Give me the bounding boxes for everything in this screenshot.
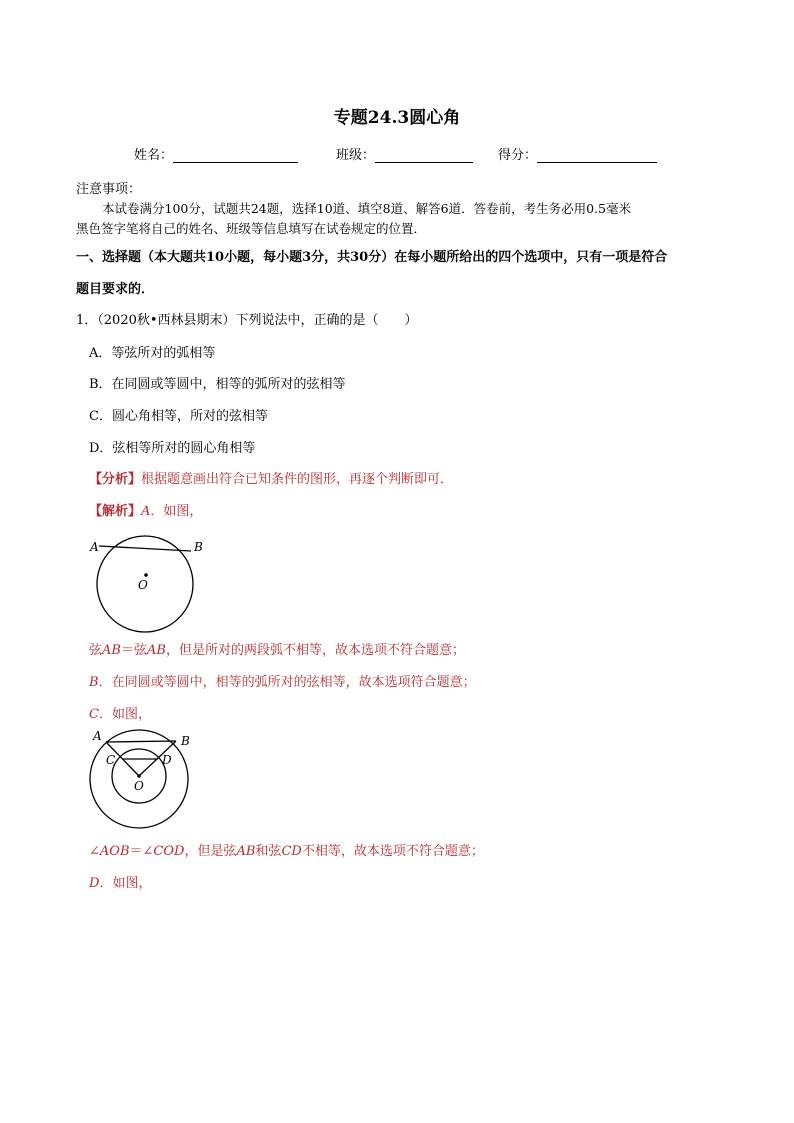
- solution-b-line: [89, 671, 476, 690]
- label-o: O: [134, 779, 144, 793]
- sc-part-3: ，但是弦: [184, 844, 237, 859]
- label-a: A: [93, 729, 102, 743]
- solution-c-text: ．如图，: [98, 707, 151, 722]
- solution-tag: 【解析】: [89, 504, 142, 519]
- solution-b-text: ．在同圆或等圆中，相等的弧所对的弦相等，故本选项符合题意；: [98, 675, 476, 690]
- notice-heading: 注意事项：: [76, 182, 142, 197]
- score-blank[interactable]: [537, 150, 657, 163]
- chord-ab: [106, 741, 176, 742]
- label-a: A: [90, 540, 99, 554]
- class-field: [336, 144, 473, 163]
- label-d: D: [162, 753, 172, 767]
- sa-part-3: ，但是所对的两段弧不相等，故本选项不符合题意；: [165, 643, 465, 658]
- sa-ab-2: AB: [146, 643, 166, 658]
- solution-d-line: [89, 872, 151, 891]
- center-point: [137, 774, 141, 778]
- analysis-text: 根据题意画出符合已知条件的图形，再逐个判断即可．: [141, 472, 454, 487]
- sc-part-1: ∠: [89, 844, 100, 859]
- option-b: B．在同圆或等圆中，相等的弧所对的弦相等: [89, 377, 346, 392]
- sc-cd: CD: [281, 844, 302, 859]
- figure-1-circle-chord: [80, 533, 210, 633]
- figure-2-concentric-circles: [80, 726, 200, 831]
- notice-line-1: 本试卷满分100分，试题共24题，选择10道、填空8道、解答6道．答卷前，考生务必用0.5毫米: [102, 201, 631, 216]
- notice-line-2: 黑色签字笔将自己的姓名、班级等信息填写在试卷规定的位置．: [76, 221, 427, 236]
- sc-part-2: ＝∠: [129, 844, 154, 859]
- solution-a-text: ．如图，: [150, 504, 203, 519]
- solution-a-conclusion: [89, 639, 465, 658]
- sc-part-5: 不相等，故本选项不符合题意；: [301, 844, 484, 859]
- center-point: [144, 573, 148, 577]
- label-o: O: [138, 578, 148, 592]
- class-label: 班级：: [336, 148, 376, 163]
- solution-a-prefix: A: [141, 504, 151, 519]
- label-b: B: [194, 540, 203, 554]
- option-a: A．等弦所对的弧相等: [89, 346, 216, 361]
- label-c: C: [106, 753, 116, 767]
- option-c: C．圆心角相等，所对的弦相等: [89, 409, 268, 424]
- analysis-tag: 【分析】: [89, 472, 142, 487]
- sa-part-2: ＝弦: [120, 643, 147, 658]
- name-label: 姓名：: [134, 148, 174, 163]
- solution-c-conclusion: [89, 840, 484, 859]
- analysis-line: [89, 468, 453, 487]
- option-d: D．弦相等所对的圆心角相等: [89, 441, 256, 456]
- sa-ab-1: AB: [102, 643, 121, 658]
- solution-d-text: ．如图，: [99, 876, 152, 891]
- sc-aob: AOB: [99, 844, 130, 859]
- name-blank[interactable]: [173, 150, 298, 163]
- sc-ab: AB: [236, 844, 256, 859]
- solution-c-line: [89, 703, 151, 722]
- solution-c-prefix: C: [89, 707, 99, 722]
- sa-part-1: 弦: [89, 643, 103, 658]
- score-label: 得分：: [498, 148, 538, 163]
- sc-part-4: 和弦: [255, 844, 282, 859]
- sc-cod: COD: [153, 844, 185, 859]
- solution-a-line: [89, 500, 202, 519]
- question-stem: 1．（2020秋•西林县期末）下列说法中，正确的是（ ）: [76, 313, 418, 328]
- class-blank[interactable]: [375, 150, 473, 163]
- solution-b-prefix: B: [89, 675, 99, 690]
- section-heading-2: 题目要求的．: [76, 282, 155, 297]
- name-field: [134, 144, 298, 163]
- section-heading-1: 一、选择题（本大题共10小题，每小题3分，共30分）在每小题所给出的四个选项中，只有一项是符合: [76, 250, 668, 265]
- score-field: [498, 144, 657, 163]
- solution-d-prefix: D: [89, 876, 100, 891]
- label-b: B: [181, 734, 190, 748]
- page-title: 专题24.3圆心角: [333, 108, 461, 128]
